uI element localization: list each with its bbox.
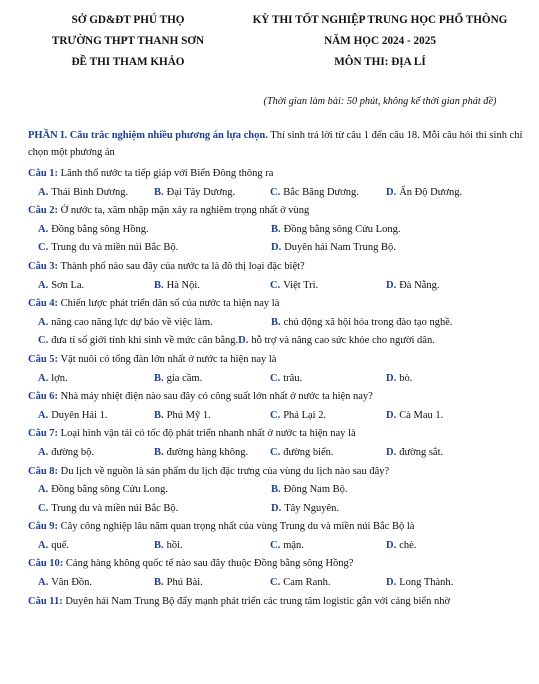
- answer-option: [38, 370, 154, 389]
- option-letter: D.: [386, 577, 397, 589]
- school-name: TRƯỜNG THPT THANH SƠN: [51, 35, 205, 47]
- school-year: NĂM HỌC 2024 - 2025: [324, 35, 436, 47]
- option-text: trâu.: [283, 372, 303, 384]
- option-letter: B.: [154, 446, 164, 458]
- question-text: Thành phố nào sau đây của nước ta là đô thị loại đặc biệt?: [58, 260, 305, 272]
- answer-option: [271, 239, 504, 258]
- question-text: Lãnh thổ nước ta tiếp giáp với Biển Đông thông ra: [58, 168, 274, 179]
- answer-option: [38, 444, 154, 463]
- answer-option: [270, 407, 386, 426]
- option-letter: A.: [38, 223, 49, 235]
- option-text: Thái Bình Dương.: [51, 186, 129, 198]
- option-text: gia cầm.: [166, 372, 203, 384]
- answer-option: [386, 407, 502, 426]
- answer-option: [270, 537, 386, 556]
- option-letter: A.: [38, 539, 49, 551]
- answer-option: [271, 500, 504, 519]
- answer-option: [38, 481, 271, 500]
- answer-option: [386, 444, 502, 463]
- question: [28, 463, 526, 482]
- option-text: Trung du và miền núi Bắc Bộ.: [51, 242, 179, 254]
- answer-option: [270, 184, 386, 203]
- option-text: hồi.: [166, 539, 183, 551]
- option-letter: D.: [271, 242, 282, 254]
- exam-info: [215, 10, 539, 73]
- option-letter: B.: [154, 279, 164, 291]
- option-letter: C.: [270, 446, 281, 458]
- question-text: Vật nuôi có tổng đàn lớn nhất ở nước ta hiện nay là: [58, 353, 277, 365]
- option-letter: C.: [270, 539, 281, 551]
- answer-options: [28, 370, 526, 389]
- answer-option: [38, 332, 238, 351]
- question-number: Câu 4:: [28, 298, 59, 310]
- question-text: Chiến lược phát triển dân số của nước ta hiện nay là: [58, 298, 280, 310]
- answer-option: [38, 277, 154, 296]
- question-list: [28, 165, 526, 611]
- option-text: nâng cao năng lực dự báo về việc làm.: [51, 316, 213, 328]
- question: [28, 425, 526, 444]
- option-text: Cam Ranh.: [283, 577, 331, 589]
- question-text: Ở nước ta, xâm nhập mặn xảy ra nghiêm trọng nhất ở vùng: [58, 205, 310, 217]
- answer-options: [28, 574, 526, 593]
- exam-type: ĐỀ THI THAM KHẢO: [71, 56, 185, 68]
- answer-option: [271, 221, 504, 240]
- answer-options: [28, 407, 526, 426]
- answer-option: [154, 370, 270, 389]
- option-letter: D.: [271, 502, 282, 514]
- option-text: Long Thành.: [399, 577, 454, 589]
- question-text: Duyên hải Nam Trung Bộ đẩy mạnh phát triển các trung tâm logistic gắn với cảng biển nhờ: [62, 595, 450, 607]
- question-number: Câu 10:: [28, 558, 64, 570]
- option-letter: B.: [271, 316, 281, 328]
- answer-option: [270, 444, 386, 463]
- option-letter: C.: [270, 409, 281, 421]
- answer-option: [154, 184, 270, 203]
- time-note: (Thời gian làm bài: 50 phút, không kể thời gian phát đề): [263, 96, 497, 107]
- question-number: Câu 8:: [28, 465, 59, 477]
- answer-option: [270, 574, 386, 593]
- answer-option: [154, 574, 270, 593]
- option-letter: A.: [38, 577, 49, 589]
- part-instruction: Thí sinh trả lời từ câu 1 đến câu 18. Mỗi câu hỏi thí sinh chỉ chọn một phương án: [28, 130, 523, 158]
- question-text: Loại hình vận tải có tốc độ phát triển nhanh nhất ở nước ta hiện nay là: [58, 428, 356, 440]
- option-text: Ấn Độ Dương.: [399, 186, 463, 198]
- answer-option: [386, 184, 502, 203]
- answer-option: [38, 574, 154, 593]
- answer-option: [154, 444, 270, 463]
- answer-option: [38, 184, 154, 203]
- question-number: Câu 6:: [28, 391, 59, 403]
- option-letter: C.: [270, 186, 281, 198]
- option-letter: A.: [38, 186, 49, 198]
- option-text: Trung du và miền núi Bắc Bộ.: [51, 502, 179, 514]
- question: [28, 593, 526, 612]
- option-text: Vân Đồn.: [51, 577, 93, 589]
- question: [28, 351, 526, 370]
- option-letter: A.: [38, 372, 49, 384]
- option-letter: A.: [38, 316, 49, 328]
- answer-option: [270, 370, 386, 389]
- answer-option: [386, 277, 502, 296]
- option-letter: D.: [386, 279, 397, 291]
- option-text: bò.: [399, 372, 413, 384]
- question: [28, 555, 526, 574]
- option-letter: B.: [271, 223, 281, 235]
- question-number: Câu 7:: [28, 428, 59, 440]
- question-text: Cây công nghiệp lâu năm quan trọng nhất của vùng Trung du và miền núi Bắc Bộ là: [58, 521, 415, 533]
- option-text: đường sắt.: [399, 446, 444, 458]
- option-letter: A.: [38, 484, 49, 496]
- option-text: mận.: [283, 539, 304, 551]
- option-letter: D.: [386, 409, 397, 421]
- option-letter: D.: [386, 372, 397, 384]
- option-text: lợn.: [51, 372, 68, 384]
- option-letter: D.: [386, 539, 397, 551]
- answer-option: [38, 239, 271, 258]
- option-letter: D.: [386, 446, 397, 458]
- question-text: Du lịch về nguồn là sản phẩm du lịch đặc trưng của vùng du lịch nào sau đây?: [58, 465, 390, 477]
- answer-option: [386, 370, 502, 389]
- question-number: Câu 1:: [28, 168, 59, 179]
- answer-options: [28, 314, 526, 351]
- option-text: Đồng bằng sông Hồng.: [51, 223, 149, 235]
- part-title: PHẦN I. Câu trắc nghiệm nhiều phương án lựa chọn.: [28, 130, 268, 141]
- option-text: Đà Nẵng.: [399, 279, 440, 291]
- answer-option: [270, 277, 386, 296]
- option-letter: C.: [38, 335, 49, 347]
- option-text: Sơn La.: [51, 279, 85, 291]
- option-text: Hà Nội.: [166, 279, 200, 291]
- question-number: Câu 11:: [28, 595, 63, 607]
- option-text: đường bộ.: [51, 446, 94, 458]
- option-letter: A.: [38, 279, 49, 291]
- option-text: Cà Mau 1.: [399, 409, 444, 421]
- answer-option: [386, 574, 502, 593]
- question: [28, 388, 526, 407]
- option-text: chủ động xã hội hóa trong đào tạo nghề.: [283, 316, 453, 328]
- part-intro: [28, 127, 526, 161]
- option-text: Bắc Băng Dương.: [283, 186, 359, 198]
- option-letter: D.: [386, 186, 397, 198]
- answer-options: [28, 277, 526, 296]
- question: [28, 295, 526, 314]
- answer-option: [154, 407, 270, 426]
- question: [28, 165, 526, 184]
- exam-header: [0, 10, 539, 110]
- answer-option: [154, 277, 270, 296]
- answer-options: [28, 537, 526, 556]
- option-text: Đại Tây Dương.: [166, 186, 236, 198]
- option-letter: C.: [270, 279, 281, 291]
- option-text: quế.: [51, 539, 70, 551]
- answer-option: [38, 537, 154, 556]
- answer-option: [271, 481, 504, 500]
- option-letter: C.: [270, 577, 281, 589]
- answer-option: [38, 314, 271, 333]
- option-text: Đông Nam Bộ.: [283, 484, 348, 496]
- option-text: đường hàng không.: [166, 446, 249, 458]
- option-letter: B.: [154, 372, 164, 384]
- option-text: Đồng bằng sông Cửu Long.: [283, 223, 401, 235]
- answer-option: [38, 407, 154, 426]
- answer-options: [28, 184, 526, 203]
- option-text: Tây Nguyên.: [284, 502, 340, 514]
- option-text: chè.: [399, 539, 417, 551]
- question-number: Câu 3:: [28, 260, 59, 272]
- answer-option: [271, 314, 452, 333]
- exam-title: KỲ THI TỐT NGHIỆP TRUNG HỌC PHỔ THÔNG: [252, 14, 508, 26]
- option-text: Phú Mỹ 1.: [166, 409, 211, 421]
- answer-options: [28, 221, 526, 258]
- option-letter: B.: [271, 484, 281, 496]
- answer-options: [28, 444, 526, 463]
- question-number: Câu 5:: [28, 353, 59, 365]
- option-letter: C.: [38, 502, 49, 514]
- question-text: Nhà máy nhiệt điện nào sau đây có công suất lớn nhất ở nước ta hiện nay?: [58, 391, 373, 403]
- answer-option: [38, 500, 271, 519]
- option-letter: B.: [154, 539, 164, 551]
- option-text: hỗ trợ và nâng cao sức khỏe cho người dân.: [251, 335, 435, 347]
- question: [28, 202, 526, 221]
- question-text: Cảng hàng không quốc tế nào sau đây thuộc Đồng bằng sông Hồng?: [63, 558, 354, 570]
- option-letter: B.: [154, 186, 164, 198]
- option-text: đưa tỉ số giới tính khi sinh về mức cân bằng.: [51, 335, 239, 347]
- question: [28, 518, 526, 537]
- option-text: Đồng bằng sông Cửu Long.: [51, 484, 169, 496]
- exam-body: [28, 127, 526, 611]
- school-info: [28, 10, 228, 73]
- option-text: Phả Lại 2.: [283, 409, 327, 421]
- answer-option: [386, 537, 502, 556]
- option-text: Phú Bài.: [166, 577, 203, 589]
- question-number: Câu 2:: [28, 205, 59, 217]
- option-letter: B.: [154, 577, 164, 589]
- option-letter: B.: [154, 409, 164, 421]
- option-letter: D.: [238, 335, 249, 347]
- department-name: SỞ GD&ĐT PHÚ THỌ: [71, 14, 185, 26]
- option-text: Việt Trì.: [283, 279, 319, 291]
- answer-option: [154, 537, 270, 556]
- option-letter: C.: [38, 242, 49, 254]
- answer-options: [28, 481, 526, 518]
- question-number: Câu 9:: [28, 521, 59, 533]
- option-text: đường biển.: [283, 446, 334, 458]
- subject: MÔN THI: ĐỊA LÍ: [334, 56, 426, 68]
- answer-option: [238, 332, 493, 351]
- option-letter: A.: [38, 446, 49, 458]
- answer-option: [38, 221, 271, 240]
- option-letter: C.: [270, 372, 281, 384]
- option-text: Duyên Hải 1.: [51, 409, 108, 421]
- option-letter: A.: [38, 409, 49, 421]
- option-text: Duyên hải Nam Trung Bộ.: [284, 242, 396, 254]
- question: [28, 258, 526, 277]
